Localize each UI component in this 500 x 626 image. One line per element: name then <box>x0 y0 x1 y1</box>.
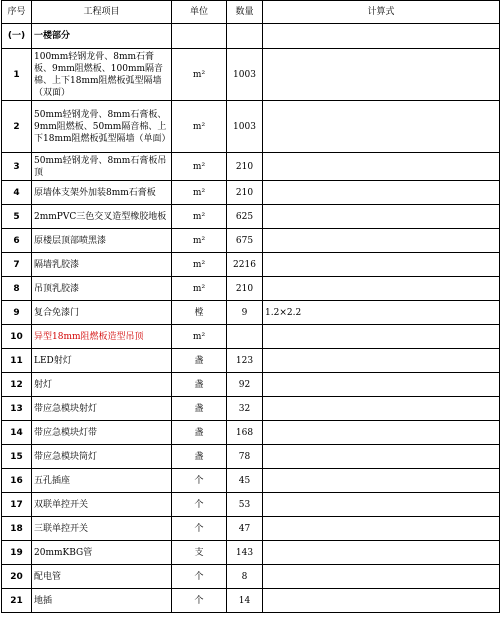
row-formula <box>263 445 500 469</box>
row-unit: m² <box>172 325 227 349</box>
row-index: 14 <box>2 421 32 445</box>
row-index: 10 <box>2 325 32 349</box>
table-row <box>2 325 500 349</box>
row-index: 4 <box>2 181 32 205</box>
table-row <box>2 469 500 493</box>
row-quantity: 210 <box>227 181 263 205</box>
row-unit: 盏 <box>172 397 227 421</box>
row-index: 15 <box>2 445 32 469</box>
row-index: 3 <box>2 153 32 181</box>
row-index: 5 <box>2 205 32 229</box>
row-formula <box>263 397 500 421</box>
row-index: 18 <box>2 517 32 541</box>
header-unit: 单位 <box>172 1 227 24</box>
quantity-table <box>1 0 500 613</box>
row-project-name: 双联单控开关 <box>32 493 172 517</box>
row-project-name: 带应急模块筒灯 <box>32 445 172 469</box>
table-row <box>2 517 500 541</box>
row-unit: 盏 <box>172 373 227 397</box>
row-quantity: 1003 <box>227 49 263 101</box>
row-unit: 个 <box>172 565 227 589</box>
row-unit: 盏 <box>172 349 227 373</box>
row-project-name: 异型18mm阻燃板造型吊顶 <box>32 325 172 349</box>
table-row <box>2 541 500 565</box>
row-project-name: 地插 <box>32 589 172 613</box>
row-project-name: 三联单控开关 <box>32 517 172 541</box>
row-unit: 个 <box>172 517 227 541</box>
row-project-name: 50mm轻钢龙骨、8mm石膏板吊顶 <box>32 153 172 181</box>
row-index: 12 <box>2 373 32 397</box>
row-quantity: 14 <box>227 589 263 613</box>
row-project-name: 带应急模块灯带 <box>32 421 172 445</box>
row-project-name: LED射灯 <box>32 349 172 373</box>
row-formula <box>263 493 500 517</box>
row-quantity: 210 <box>227 277 263 301</box>
row-index: 6 <box>2 229 32 253</box>
row-quantity <box>227 325 263 349</box>
row-formula <box>263 421 500 445</box>
row-project-name: 隔墙乳胶漆 <box>32 253 172 277</box>
row-index: 9 <box>2 301 32 325</box>
header-quantity: 数量 <box>227 1 263 24</box>
table-row <box>2 153 500 181</box>
row-unit: m² <box>172 153 227 181</box>
row-unit: 樘 <box>172 301 227 325</box>
row-index: 17 <box>2 493 32 517</box>
section-index: (一) <box>2 24 32 49</box>
row-formula <box>263 153 500 181</box>
row-unit: m² <box>172 229 227 253</box>
row-quantity: 32 <box>227 397 263 421</box>
table-row <box>2 277 500 301</box>
row-unit: m² <box>172 205 227 229</box>
row-quantity: 625 <box>227 205 263 229</box>
table-row <box>2 181 500 205</box>
table-row <box>2 229 500 253</box>
row-quantity: 92 <box>227 373 263 397</box>
row-formula <box>263 205 500 229</box>
table-row <box>2 589 500 613</box>
row-quantity: 8 <box>227 565 263 589</box>
row-project-name: 原墙体支架外加装8mm石膏板 <box>32 181 172 205</box>
row-formula <box>263 49 500 101</box>
section-calc-cell <box>263 24 500 49</box>
row-project-name: 50mm轻钢龙骨、8mm石膏板、9mm阻燃板、50mm隔音棉、上下18mm阻燃板弧型隔墙（单面） <box>32 101 172 153</box>
row-quantity: 45 <box>227 469 263 493</box>
row-formula <box>263 253 500 277</box>
table-row <box>2 421 500 445</box>
row-index: 16 <box>2 469 32 493</box>
table-row <box>2 205 500 229</box>
header-project: 工程项目 <box>32 1 172 24</box>
row-quantity: 168 <box>227 421 263 445</box>
row-unit: 盏 <box>172 445 227 469</box>
row-quantity: 1003 <box>227 101 263 153</box>
row-unit: m² <box>172 253 227 277</box>
row-formula <box>263 101 500 153</box>
row-unit: m² <box>172 181 227 205</box>
row-index: 21 <box>2 589 32 613</box>
table-row <box>2 565 500 589</box>
row-formula <box>263 565 500 589</box>
row-index: 19 <box>2 541 32 565</box>
section-name: 一楼部分 <box>32 24 172 49</box>
row-quantity: 2216 <box>227 253 263 277</box>
row-project-name: 原楼层顶部喷黑漆 <box>32 229 172 253</box>
row-quantity: 210 <box>227 153 263 181</box>
row-quantity: 143 <box>227 541 263 565</box>
table-row <box>2 397 500 421</box>
row-index: 11 <box>2 349 32 373</box>
table-row <box>2 253 500 277</box>
table-row <box>2 493 500 517</box>
section-qty-cell <box>227 24 263 49</box>
row-formula: 1.2×2.2 <box>263 301 500 325</box>
row-formula <box>263 589 500 613</box>
row-project-name: 吊顶乳胶漆 <box>32 277 172 301</box>
row-unit: m² <box>172 277 227 301</box>
row-formula <box>263 181 500 205</box>
row-project-name: 100mm轻钢龙骨、8mm石膏板、9mm阻燃板、100mm隔音棉、上下18mm阻燃板弧型隔墙（双面） <box>32 49 172 101</box>
row-index: 20 <box>2 565 32 589</box>
row-formula <box>263 469 500 493</box>
row-unit: 个 <box>172 589 227 613</box>
row-formula <box>263 349 500 373</box>
row-unit: m² <box>172 49 227 101</box>
row-index: 2 <box>2 101 32 153</box>
row-formula <box>263 229 500 253</box>
header-row <box>2 1 500 24</box>
row-quantity: 9 <box>227 301 263 325</box>
row-project-name: 带应急模块射灯 <box>32 397 172 421</box>
table-row <box>2 49 500 101</box>
row-formula <box>263 541 500 565</box>
section-row <box>2 24 500 49</box>
row-formula <box>263 325 500 349</box>
table-row <box>2 373 500 397</box>
row-index: 1 <box>2 49 32 101</box>
table-row <box>2 101 500 153</box>
row-unit: m² <box>172 101 227 153</box>
row-index: 7 <box>2 253 32 277</box>
row-project-name: 射灯 <box>32 373 172 397</box>
row-unit: 个 <box>172 469 227 493</box>
row-quantity: 47 <box>227 517 263 541</box>
row-project-name: 复合免漆门 <box>32 301 172 325</box>
row-project-name: 五孔插座 <box>32 469 172 493</box>
row-index: 8 <box>2 277 32 301</box>
section-unit-cell <box>172 24 227 49</box>
header-index: 序号 <box>2 1 32 24</box>
row-project-name: 配电管 <box>32 565 172 589</box>
row-unit: 个 <box>172 493 227 517</box>
row-formula <box>263 517 500 541</box>
row-quantity: 675 <box>227 229 263 253</box>
row-formula <box>263 373 500 397</box>
row-quantity: 78 <box>227 445 263 469</box>
row-quantity: 53 <box>227 493 263 517</box>
row-project-name: 20mmKBG管 <box>32 541 172 565</box>
header-formula: 计算式 <box>263 1 500 24</box>
row-project-name: 2mmPVC三色交叉造型橡胶地板 <box>32 205 172 229</box>
row-unit: 盏 <box>172 421 227 445</box>
row-unit: 支 <box>172 541 227 565</box>
row-index: 13 <box>2 397 32 421</box>
table-row <box>2 349 500 373</box>
row-formula <box>263 277 500 301</box>
table-row <box>2 301 500 325</box>
table-row <box>2 445 500 469</box>
row-quantity: 123 <box>227 349 263 373</box>
